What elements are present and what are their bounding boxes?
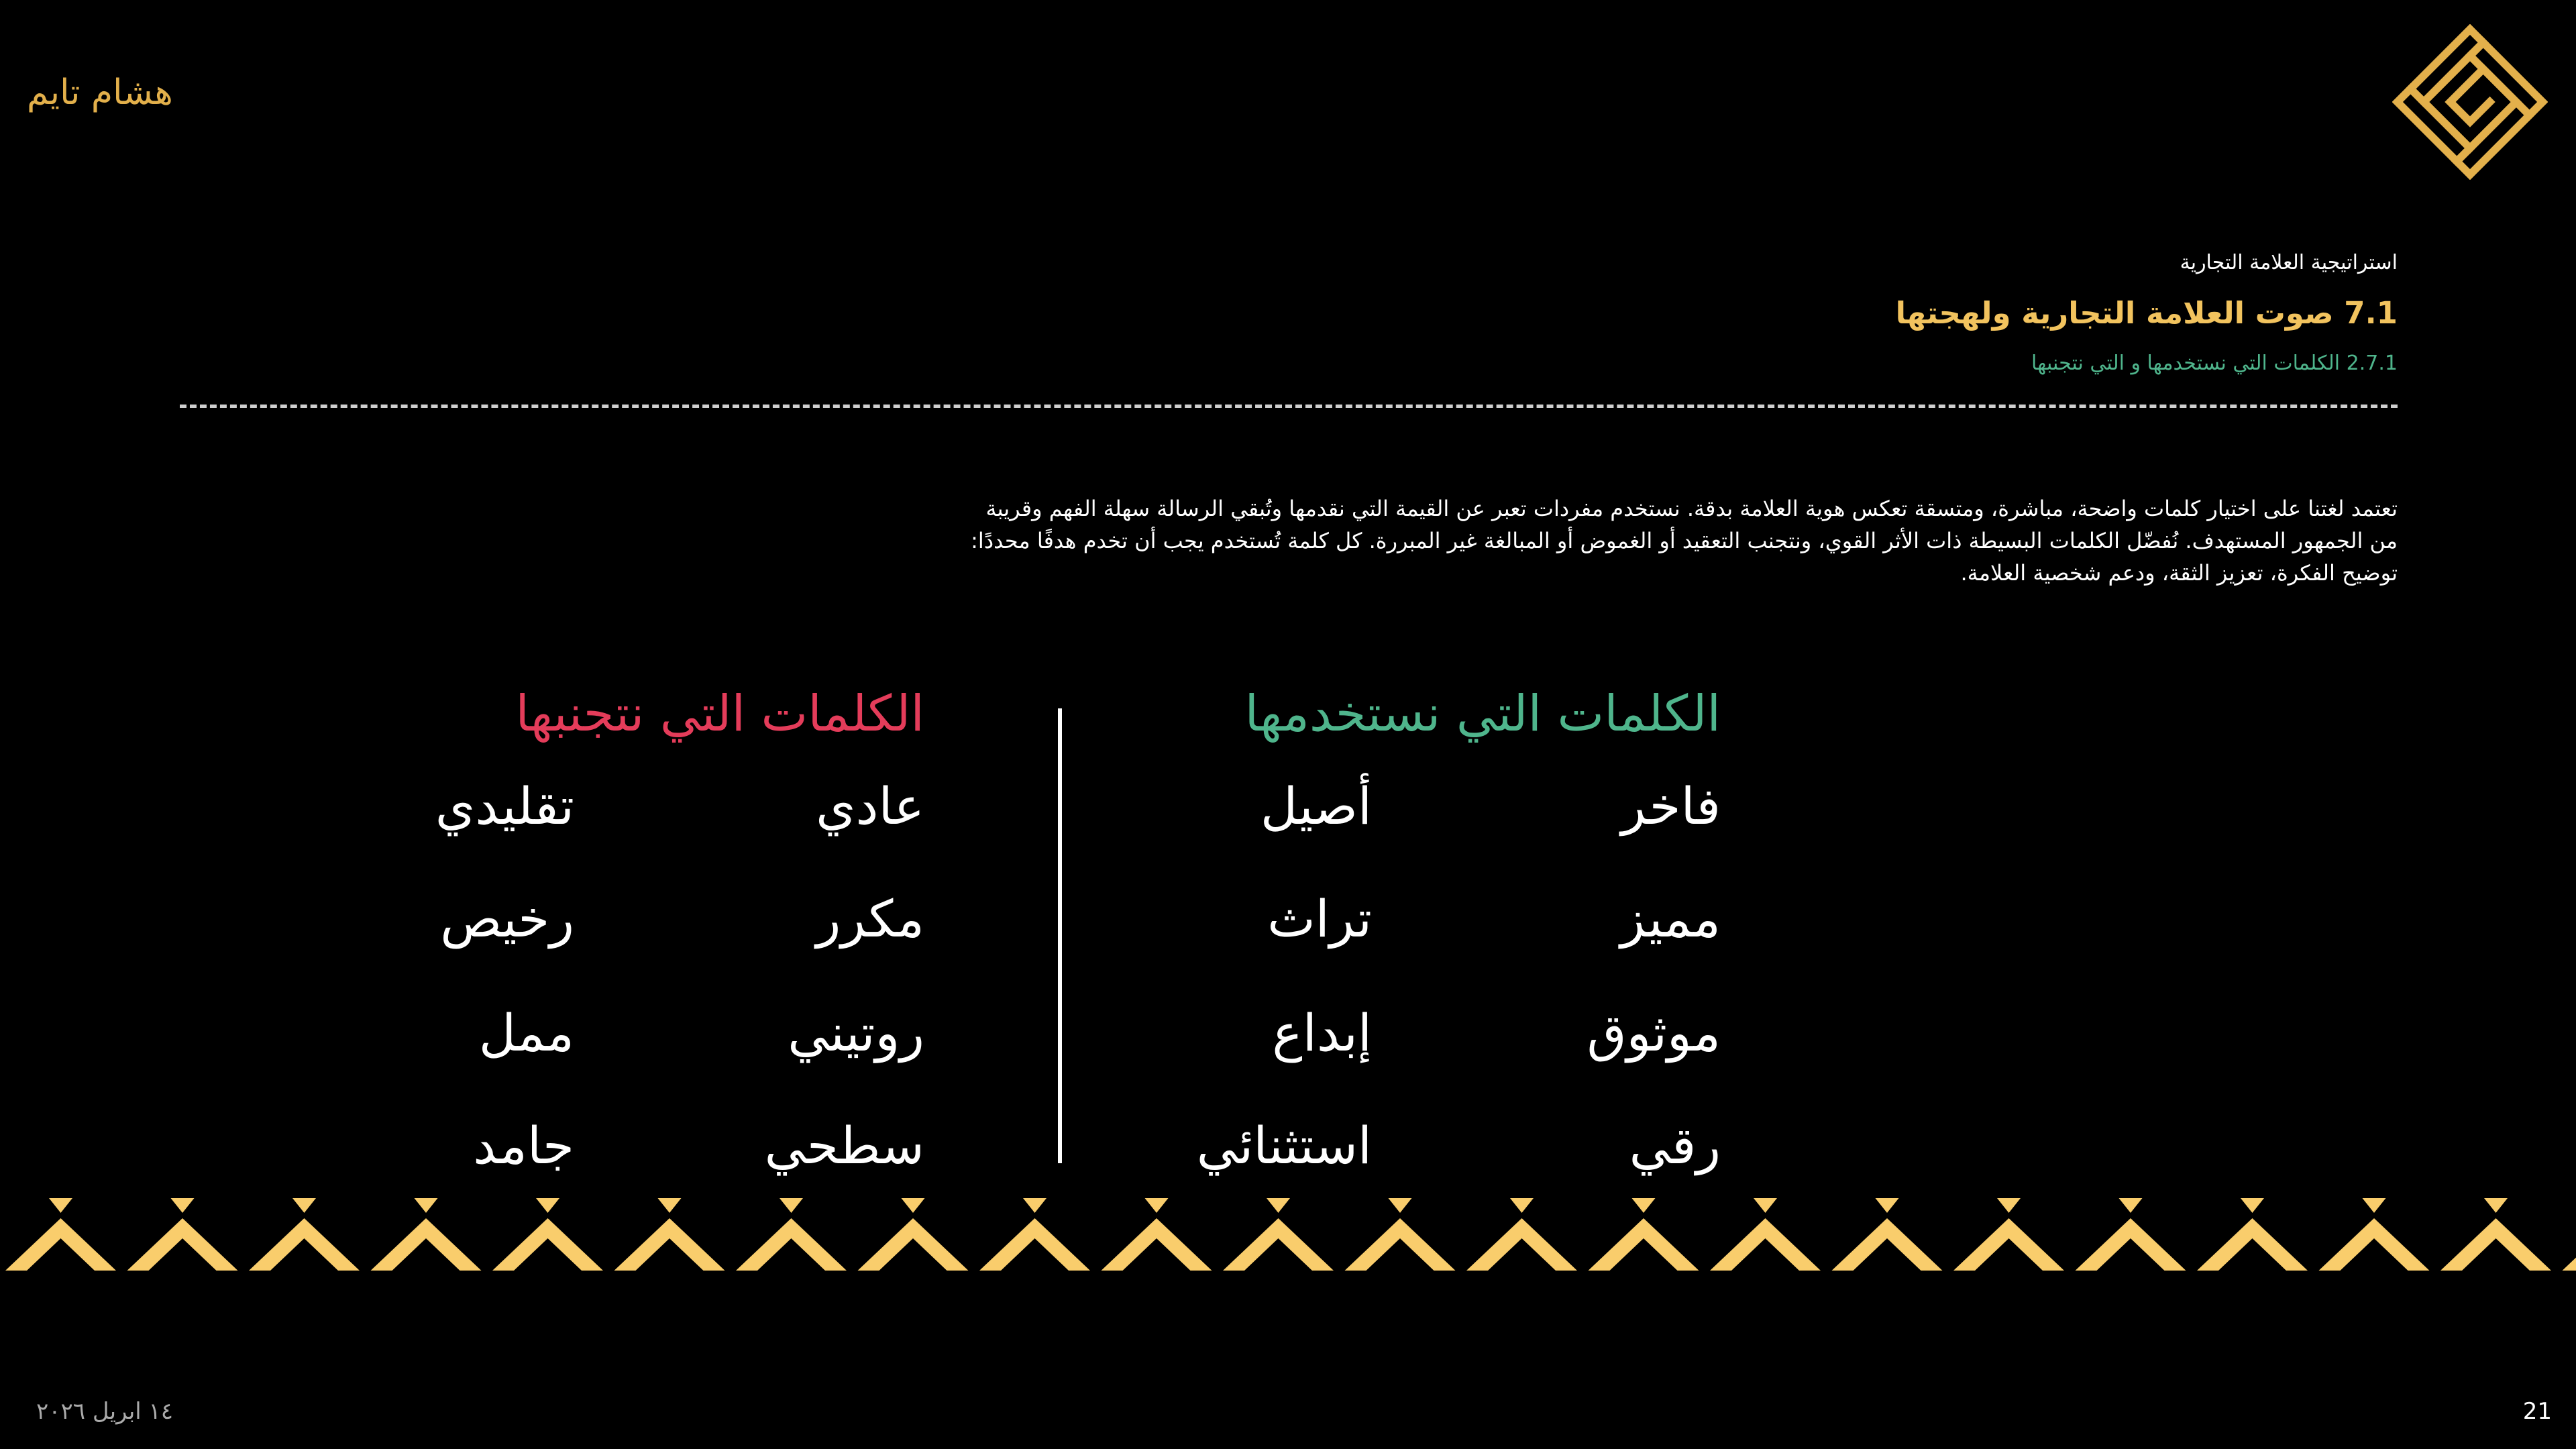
list-item: سطحي (764, 1116, 924, 1175)
list-item: تقليدي (435, 776, 574, 836)
list-item: فاخر (1621, 776, 1721, 836)
list-item: مميز (1620, 889, 1721, 949)
list-item: رقي (1629, 1116, 1721, 1175)
brand-name: هشام تايم (27, 72, 173, 113)
list-item: موثوق (1587, 1003, 1721, 1063)
list-item: ممل (478, 1003, 574, 1063)
intro-paragraph: تعتمد لغتنا على اختيار كلمات واضحة، مباشرة، ومتسقة تعكس هوية العلامة بدقة. نستخدم مفردات تعبر عن القيمة التي نقدمها وتُبقي الرسالة سهلة الفهم وقريبة من الجمهور المستهدف. نُفضّل الكلمات البسيطة ذات الأثر القوي، ونتجنب التعقيد أو الغموض أو المبالغة غير المبررة. كل كلمة تُستخدم يجب أن تخدم هدفًا محددًا: توضيح الفكرة، تعزيز الثقة، ودعم شخصية العلامة. (971, 496, 2398, 586)
chevron-tent-pattern-icon (0, 1198, 2576, 1271)
section-title: 7.1 صوت العلامة التجارية ولهجتها (1895, 295, 2398, 331)
list-item: عادي (816, 776, 924, 836)
list-item: رخيص (440, 889, 574, 949)
list-item: روتيني (788, 1003, 924, 1063)
section-subtitle: 2.7.1 الكلمات التي نستخدمها و التي نتجنبها (2031, 352, 2398, 375)
words-avoid-title: الكلمات التي نتجنبها (515, 685, 924, 743)
words-use-title: الكلمات التي نستخدمها (1244, 685, 1721, 743)
list-item: تراث (1267, 889, 1372, 949)
list-item: جامد (473, 1116, 574, 1175)
dashed-divider (180, 405, 2398, 408)
section-header (1324, 251, 2398, 376)
list-item: أصيل (1260, 776, 1372, 836)
section-label: استراتيجية العلامة التجارية (2180, 251, 2398, 274)
list-item: إبداع (1272, 1003, 1372, 1063)
page-number: 21 (2522, 1398, 2552, 1425)
vertical-divider (1058, 708, 1062, 1163)
kufic-monogram-logo-icon (2392, 24, 2548, 180)
list-item: مكرر (816, 889, 924, 949)
footer-date: ١٤ ابريل ٢٠٢٦ (36, 1398, 174, 1425)
list-item: استثنائي (1196, 1116, 1372, 1175)
